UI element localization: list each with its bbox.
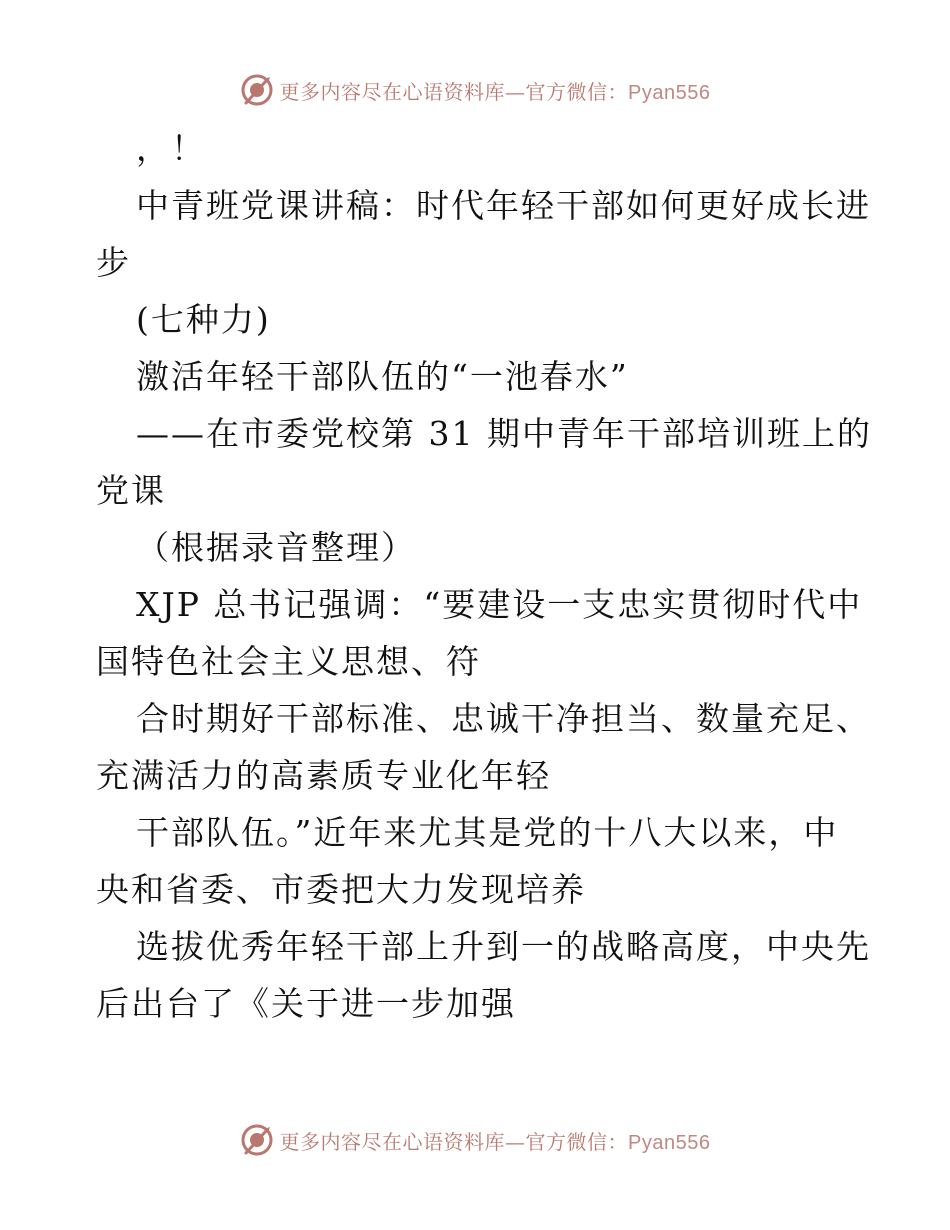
subtitle: (七种力) xyxy=(136,300,271,339)
document-title: 中青班党课讲稿：时代年轻干部如何更好成长进 xyxy=(136,186,871,225)
byline: ——在市委党校第 31 期中青年干部培训班上的 xyxy=(136,414,872,453)
paragraph-line: 选拔优秀年轻干部上升到一的战略高度，中央先 xyxy=(136,927,871,966)
note: （根据录音整理） xyxy=(136,528,416,567)
watermark-text: 更多内容尽在心语资料库—官方微信：Pyan556 xyxy=(279,79,711,104)
paragraph-line: 后出台了《关于进一步加强 xyxy=(96,984,516,1023)
paragraph-line: XJP 总书记强调：“要建设一支忠实贯彻时代中 xyxy=(136,585,863,624)
footer-watermark xyxy=(0,1120,950,1160)
byline-cont: 党课 xyxy=(96,471,166,510)
watermark-text: 更多内容尽在心语资料库—官方微信：Pyan556 xyxy=(279,1129,711,1154)
pen-seal-icon xyxy=(240,1123,274,1157)
paragraph-line: 国特色社会主义思想、符 xyxy=(96,642,481,681)
paragraph-line: 央和省委、市委把大力发现培养 xyxy=(96,870,586,909)
heading: 激活年轻干部队伍的“一池春水” xyxy=(136,357,629,396)
paragraph-line: 充满活力的高素质专业化年轻 xyxy=(96,756,551,795)
header-watermark xyxy=(0,70,950,110)
paragraph-line: 合时期好干部标准、忠诚干净担当、数量充足、 xyxy=(136,699,871,738)
paragraph-line: 干部队伍。”近年来尤其是党的十八大以来，中 xyxy=(136,813,839,852)
text-line: ，！ xyxy=(136,129,206,168)
pen-seal-icon xyxy=(240,73,274,107)
document-body xyxy=(96,120,872,1032)
document-title-cont: 步 xyxy=(96,243,131,282)
